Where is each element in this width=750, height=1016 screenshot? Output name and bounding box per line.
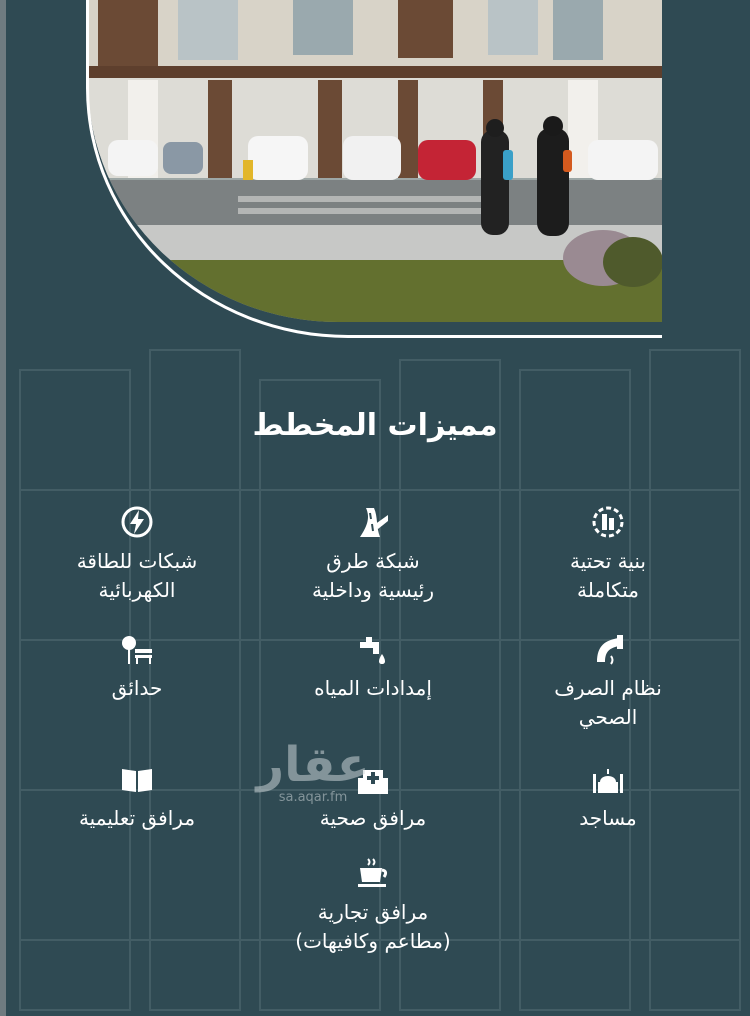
feature-mosques xyxy=(493,762,723,833)
feature-line1: مساجد xyxy=(579,806,637,830)
lightning-icon xyxy=(120,505,154,539)
road-icon xyxy=(356,505,390,539)
feature-line1: مرافق تجارية xyxy=(317,900,429,924)
feature-education xyxy=(22,762,252,833)
water-tap-icon xyxy=(356,632,390,666)
feature-line2: الكهربائية xyxy=(98,578,176,602)
feature-line1: حدائق xyxy=(111,676,163,700)
watermark-site: sa.aqar.fm xyxy=(278,790,348,805)
watermark-name: عقار xyxy=(256,737,370,793)
drain-pipe-icon xyxy=(591,632,625,666)
feature-power-grid xyxy=(22,505,252,605)
feature-line1: مرافق تعليمية xyxy=(78,806,196,830)
feature-line2: رئيسية وداخلية xyxy=(311,578,435,602)
feature-line1: شبكة طرق xyxy=(326,549,420,573)
feature-roads xyxy=(258,505,488,605)
feature-line1: نظام الصرف xyxy=(554,676,662,700)
book-icon xyxy=(120,762,154,796)
feature-line2: الصحي xyxy=(578,705,638,729)
feature-water-supply xyxy=(258,632,488,703)
coffee-cup-icon xyxy=(356,856,390,890)
feature-infrastructure xyxy=(493,505,723,605)
park-bench-icon xyxy=(120,632,154,666)
feature-line2: (مطاعم وكافيهات) xyxy=(295,929,451,953)
feature-line1: شبكات للطاقة xyxy=(76,549,198,573)
aqar-watermark xyxy=(248,737,378,806)
feature-sewage xyxy=(493,632,723,732)
feature-line1: بنية تحتية xyxy=(570,549,646,573)
feature-line1: مرافق صحية xyxy=(319,806,427,830)
page-title: مميزات المخطط xyxy=(252,408,498,443)
mosque-icon xyxy=(591,762,625,796)
feature-line1: إمدادات المياه xyxy=(314,676,432,700)
feature-commercial xyxy=(258,856,488,956)
hero-photo xyxy=(88,0,662,322)
gear-building-icon xyxy=(591,505,625,539)
feature-line2: متكاملة xyxy=(577,578,639,602)
feature-gardens xyxy=(22,632,252,703)
